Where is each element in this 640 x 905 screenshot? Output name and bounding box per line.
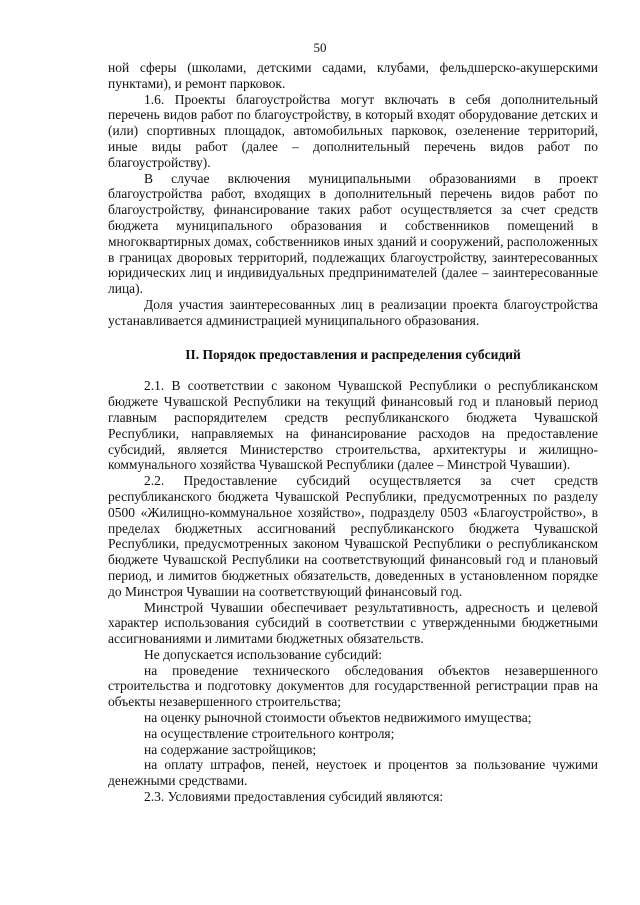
paragraph-1-6: 1.6. Проекты благоустройства могут включать в себя дополнительный перечень видов работ по благоустройству, в который входят оборудование детских и (или) спортивных площадок, автомобильных парковок, озеленение территорий, иные виды работ (далее – дополнительный перечень видов работ по благоустройству). (108, 91, 598, 170)
paragraph-inclusion: В случае включения муниципальными образованиями в проект благоустройства работ, входящих в дополнительный перечень видов работ по благоустройству, финансирование таких работ осуществляется за счет средств бюджета муниципального образования и собственников помещений в многоквартирных домах, собственников иных зданий и сооружений, расположенных в границах дворовых территорий, подлежащих благоустройству, заинтересованных юридических лиц и индивидуальных предпринимателей (далее – заинтересованные лица). (108, 170, 598, 297)
paragraph-2-3: 2.3. Условиями предоставления субсидий являются: (144, 789, 444, 805)
paragraph-2-1: 2.1. В соответствии с законом Чувашской Республики о республиканском бюджете Чувашской Республики на текущий финансовый год и плановый период главным распорядителем средств республиканского бюджета Чувашской Республики, направляемых на финансирование расходов на предоставление субсидий, является Министерство строительства, архитектуры и жилищно-коммунального хозяйства Чувашской Республики (далее – Минстрой Чувашии). (108, 378, 598, 473)
prohibited-item: на проведение технического обследования объектов незавершенного строительства и подготовку документов для государственной регистрации прав на объекты незавершенного строительства; (108, 662, 598, 710)
prohibited-item: на осуществление строительного контроля; (144, 725, 395, 741)
document-body (108, 60, 598, 805)
prohibited-intro: Не допускается использование субсидий: (144, 646, 383, 662)
prohibited-item: на оплату штрафов, пеней, неустоек и процентов за пользование чужими денежными средствами. (108, 757, 598, 789)
paragraph-minstroy: Минстрой Чувашии обеспечивает результативность, адресность и целевой характер использования субсидий в соответствии с утвержденными бюджетными ассигнованиями и лимитами бюджетных обязательств. (108, 599, 598, 647)
paragraph-2-2: 2.2. Предоставление субсидий осуществляется за счет средств республиканского бюджета Чувашской Республики, предусмотренных по разделу 0500 «Жилищно-коммунальное хозяйство», подразделу 0503 «Благоустройство», в пределах бюджетных ассигнований республиканского бюджета Чувашской Республики, предусмотренных законом Чувашской Республики о республиканском бюджете Чувашской Республики на соответствующий финансовый год и плановый период, и лимитов бюджетных обязательств, доведенных в установленном порядке до Минстроя Чувашии на соответствующий финансовый год. (108, 473, 598, 599)
prohibited-item: на оценку рыночной стоимости объектов недвижимого имущества; (144, 710, 532, 726)
prohibited-item: на содержание застройщиков; (144, 741, 317, 757)
page-number: 50 (313, 40, 327, 55)
section-heading: II. Порядок предоставления и распределения субсидий (185, 346, 521, 362)
paragraph-share: Доля участия заинтересованных лиц в реализации проекта благоустройства устанавливается администрацией муниципального образования. (108, 296, 598, 328)
intro-paragraph: ной сферы (школами, детскими садами, клубами, фельдшерско-акушерскими пунктами), и ремонт парковок. (108, 60, 598, 91)
